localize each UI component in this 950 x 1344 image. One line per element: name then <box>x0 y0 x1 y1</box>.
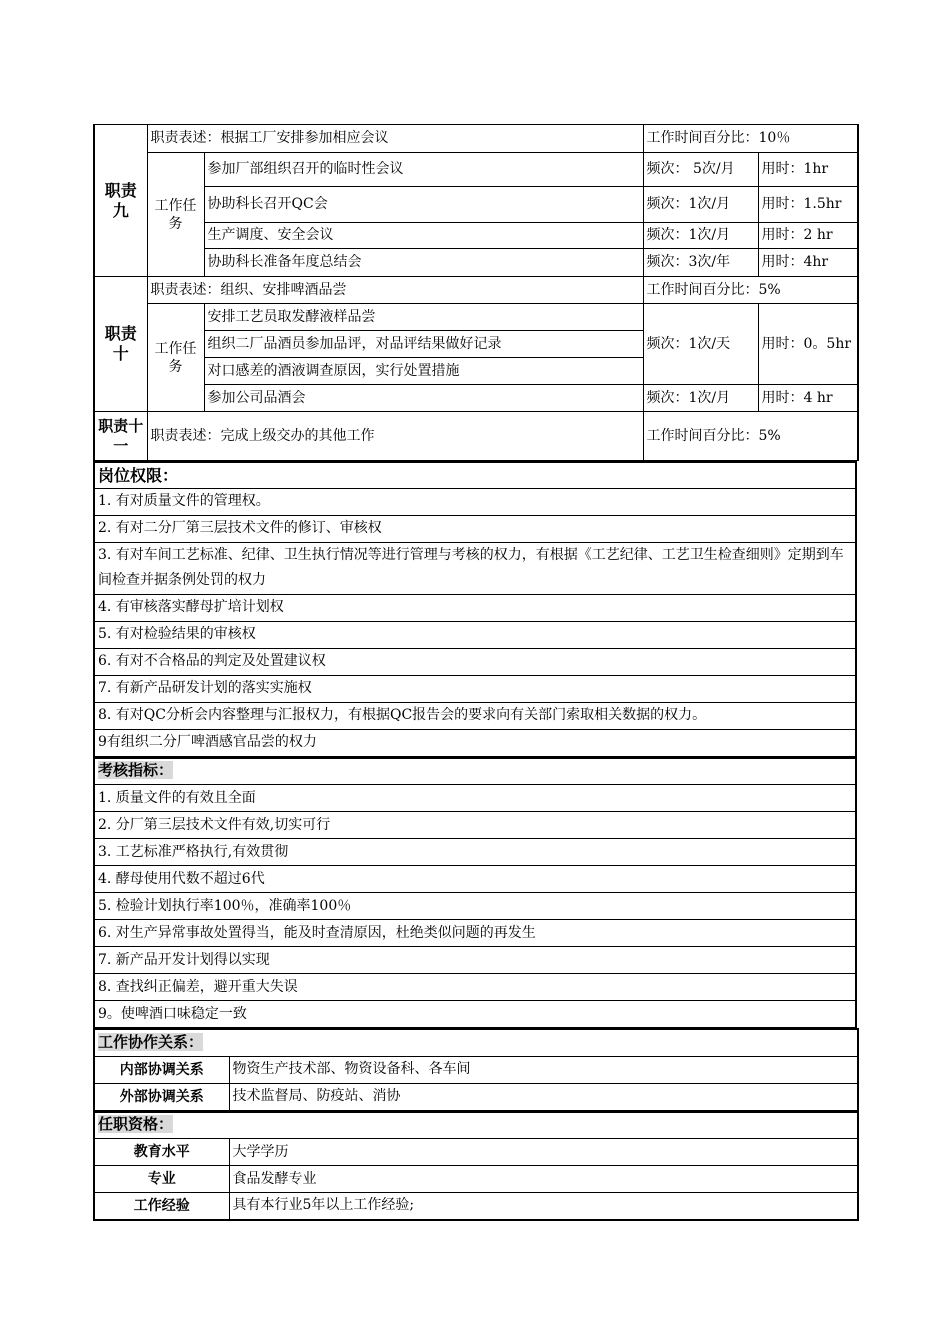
external-relations-value: 技术监督局、防疫站、消协 <box>229 1083 858 1110</box>
duty11-percent: 工作时间百分比：5% <box>643 412 858 461</box>
duty9-task-2-time: 用时：1.5hr <box>758 187 858 223</box>
kpi-item: 9。使啤酒口味稳定一致 <box>94 1001 856 1028</box>
duty10-percent: 工作时间百分比：5% <box>643 277 858 304</box>
duty10-task-4: 参加公司品酒会 <box>204 385 643 412</box>
kpi-title: 考核指标： <box>98 761 174 780</box>
qualifications-title: 任职资格： <box>98 1115 174 1134</box>
duty10-task-label: 工作任务 <box>147 304 204 412</box>
duty9-task-2-freq: 频次：1次/月 <box>643 187 758 223</box>
kpi-item: 4. 酵母使用代数不超过6代 <box>94 866 856 893</box>
education-value: 大学学历 <box>229 1139 858 1166</box>
qualifications-table <box>93 1111 859 1221</box>
duty9-percent: 工作时间百分比：10％ <box>643 125 858 153</box>
authority-table <box>93 461 857 757</box>
kpi-table <box>93 757 857 1029</box>
duty11-label: 职责十一 <box>94 412 147 461</box>
kpi-item: 7. 新产品开发计划得以实现 <box>94 947 856 974</box>
experience-label: 工作经验 <box>94 1193 229 1220</box>
authority-item: 4. 有审核落实酵母扩培计划权 <box>94 594 856 621</box>
internal-relations-label: 内部协调关系 <box>94 1056 229 1083</box>
authority-item: 2. 有对二分厂第三层技术文件的修订、审核权 <box>94 515 856 542</box>
duty10-task-4-freq: 频次：1次/月 <box>643 385 758 412</box>
external-relations-label: 外部协调关系 <box>94 1083 229 1110</box>
duty10-task-3: 对口感差的酒液调查原因，实行处置措施 <box>204 358 643 385</box>
duty10-label: 职责十 <box>94 277 147 412</box>
duty9-task-2: 协助科长召开QC会 <box>204 187 643 223</box>
major-value: 食品发酵专业 <box>229 1166 858 1193</box>
duty9-label: 职责九 <box>94 125 147 277</box>
internal-relations-value: 物资生产技术部、物资设备科、各车间 <box>229 1056 858 1083</box>
duty9-task-1-time: 用时：1hr <box>758 153 858 187</box>
authority-item: 1. 有对质量文件的管理权。 <box>94 488 856 515</box>
relations-title: 工作协作关系： <box>98 1032 204 1051</box>
duty9-task-3-freq: 频次：1次/月 <box>643 223 758 249</box>
job-description-sheet <box>93 124 857 1221</box>
duties-table <box>93 124 859 461</box>
major-label: 专业 <box>94 1166 229 1193</box>
duty9-task-4-freq: 频次：3次/年 <box>643 249 758 277</box>
authority-item: 8. 有对QC分析会内容整理与汇报权力，有根据QC报告会的要求向有关部门索取相关数据的权力。 <box>94 702 856 729</box>
duty9-task-4: 协助科长准备年度总结会 <box>204 249 643 277</box>
kpi-item: 6. 对生产异常事故处置得当，能及时查清原因，杜绝类似问题的再发生 <box>94 920 856 947</box>
relations-title-cell <box>94 1029 858 1056</box>
authority-item: 3. 有对车间工艺标准、纪律、卫生执行情况等进行管理与考核的权力，有根据《工艺纪律、工艺卫生检查细则》定期到车间检查并据条例处罚的权力 <box>94 542 856 594</box>
duty10-description: 职责表述：组织、安排啤酒品尝 <box>147 277 643 304</box>
authority-item: 5. 有对检验结果的审核权 <box>94 621 856 648</box>
duty11-description: 职责表述：完成上级交办的其他工作 <box>147 412 643 461</box>
kpi-item: 8. 查找纠正偏差，避开重大失误 <box>94 974 856 1001</box>
experience-value: 具有本行业5年以上工作经验; <box>229 1193 858 1220</box>
education-label: 教育水平 <box>94 1139 229 1166</box>
duty9-task-1: 参加厂部组织召开的临时性会议 <box>204 153 643 187</box>
kpi-item: 3. 工艺标准严格执行,有效贯彻 <box>94 839 856 866</box>
duty10-task-1: 安排工艺员取发酵液样品尝 <box>204 304 643 331</box>
duty9-task-label: 工作任务 <box>147 153 204 277</box>
duty9-task-3-time: 用时：2 hr <box>758 223 858 249</box>
relations-table <box>93 1028 859 1111</box>
qualifications-title-cell <box>94 1112 858 1139</box>
duty10-task-2: 组织二厂品酒员参加品评，对品评结果做好记录 <box>204 331 643 358</box>
duty10-task-4-time: 用时：4 hr <box>758 385 858 412</box>
authority-item: 6. 有对不合格品的判定及处置建议权 <box>94 648 856 675</box>
duty9-task-1-freq: 频次： 5次/月 <box>643 153 758 187</box>
authority-title: 岗位权限： <box>94 462 856 488</box>
kpi-item: 2. 分厂第三层技术文件有效,切实可行 <box>94 812 856 839</box>
duty10-group-freq: 频次：1次/天 <box>643 304 758 385</box>
authority-item: 7. 有新产品研发计划的落实实施权 <box>94 675 856 702</box>
duty10-group-time: 用时：0。5hr <box>758 304 858 385</box>
duty9-task-3: 生产调度、安全会议 <box>204 223 643 249</box>
kpi-item: 1. 质量文件的有效且全面 <box>94 785 856 812</box>
duty9-task-4-time: 用时：4hr <box>758 249 858 277</box>
kpi-item: 5. 检验计划执行率100％，准确率100％ <box>94 893 856 920</box>
authority-item: 9有组织二分厂啤酒感官品尝的权力 <box>94 729 856 756</box>
duty9-description: 职责表述：根据工厂安排参加相应会议 <box>147 125 643 153</box>
kpi-title-cell <box>94 758 856 785</box>
